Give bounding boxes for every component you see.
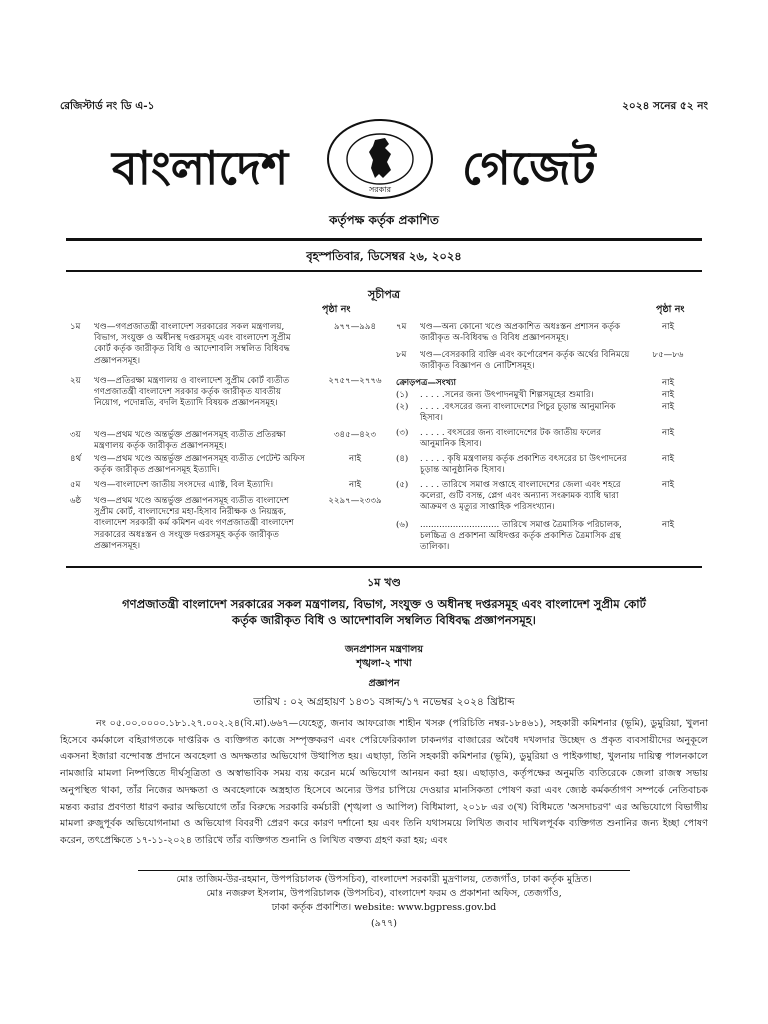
toc-right-page-5: নাই [661, 402, 675, 412]
gazette-title-left: বাংলাদেশ [112, 141, 289, 195]
toc-left-no-1: ১ম [70, 322, 81, 332]
footer-website-line: ঢাকা কর্তৃক প্রকাশিত। website: www.bgpress.gov.bd [271, 902, 497, 913]
toc-page-label-right: পৃষ্ঠা নং [656, 304, 685, 315]
toc-right-no-7: (৪) [396, 454, 409, 464]
toc-right-no-8: (৫) [396, 480, 409, 490]
toc-right-page-1: নাই [661, 322, 675, 332]
toc-right-text-9: ............................. তারিখে সমাপ্ত ত্রৈমাসিক পরিচালক, চলচ্চিত্র ও প্রকাশনা অধিদপ্তর কর্তৃক প্রকাশিত ত্রৈমাসিক গ্রন্থ তালিকা। [420, 520, 622, 553]
toc-left-page-3: ৩৪৫—৪২৩ [333, 430, 377, 440]
toc-right-text-5: . . . . .বৎসরের জন্য বাংলাদেশের পিচুর চূড়ান্ত আনুমানিক হিসাব। [420, 402, 616, 424]
toc-left-no-5: ৫ম [70, 480, 81, 490]
toc-page-label-left: পৃষ্ঠা নং [322, 304, 351, 315]
footer-printer-line: মোঃ তাজিম-উর-রহমান, উপপরিচালক (উপসচিব), বাংলাদেশ সরকারী মুদ্রণালয়, তেজগাঁও, ঢাকা কর্তৃক মুদ্রিত। [176, 874, 592, 885]
toc-right-no-4: (১) [396, 390, 409, 400]
toc-right-text-6: . . . . . বৎসরের জন্য বাংলাদেশের টক জাতীয় ফলের আনুমানিক হিসাব। [420, 428, 602, 450]
government-seal [325, 118, 435, 200]
branch-name: শৃঙ্খলা-২ শাখা [356, 658, 412, 669]
toc-left-no-4: ৪র্থ [70, 454, 82, 464]
toc-left-text-4: খণ্ড—প্রথম খণ্ডে অন্তর্ভুক্ত প্রজ্ঞাপনসমূহ ব্যতীত পেটেন্ট অফিস কর্তৃক জারীকৃত প্রজ্ঞাপনসমূহ ইত্যাদি। [94, 454, 305, 476]
toc-right-no-1: ৭ম [396, 322, 407, 332]
toc-right-text-1: খণ্ড—অন্য কোনো খণ্ডে অপ্রকাশিত অধঃস্তন প্রশাসন কর্তৃক জারীকৃত অ-বিধিবদ্ধ ও বিবিধ প্রজ্ঞাপনসমূহ। [420, 322, 621, 344]
notice-date: তারিখ : ০২ অগ্রহায়ণ ১৪৩১ বঙ্গাব্দ/১৭ নভেম্বর ২০২৪ খ্রিষ্টাব্দ [253, 696, 515, 708]
toc-right-page-8: নাই [661, 480, 675, 490]
publisher-line: কর্তৃপক্ষ কর্তৃক প্রকাশিত [329, 213, 439, 227]
toc-right-no-6: (৩) [396, 428, 409, 438]
page-number: (৯৭৭) [371, 918, 397, 929]
toc-right-no-2: ৮ম [396, 350, 407, 360]
footer-publisher-line: মোঃ নজরুল ইসলাম, উপপরিচালক (উপসচিব), বাংলাদেশ ফরম ও প্রকাশনা অফিস, তেজগাঁও, [206, 888, 562, 899]
toc-left-text-5: খণ্ড—বাংলাদেশ জাতীয় সংসদের এ্যাক্ট, বিল ইত্যাদি। [94, 480, 274, 490]
header-rule-top [66, 238, 702, 241]
toc-left-page-2: ২৭৫৭—২৭৭৬ [328, 376, 382, 386]
toc-title: সূচীপত্র [368, 288, 400, 301]
footer-rule [138, 870, 630, 871]
ministry-name: জনপ্রশাসন মন্ত্রণালয় [345, 644, 423, 655]
part-label: ১ম খণ্ড [367, 576, 401, 589]
toc-right-no-5: (২) [396, 402, 409, 412]
toc-right-text-8: . . . . তারিখে সমাপ্ত সপ্তাহে বাংলাদেশের জেলা এবং শহরে কলেরা, গুটি বসন্ত, প্লেগ এবং অন্যান্য সংক্রামক ব্যাধি দ্বারা আক্রমণ ও মৃত্যুর সাপ্তাহিক পরিসংখ্যান। [420, 480, 621, 513]
toc-left-no-6: ৬ষ্ঠ [70, 496, 82, 506]
registration-number: রেজিস্টার্ড নং ডি এ-১ [60, 100, 155, 112]
part-heading-line2: কর্তৃক জারীকৃত বিধি ও আদেশাবলি সম্বলিত বিধিবদ্ধ প্রজ্ঞাপনসমূহ। [232, 613, 536, 627]
toc-right-page-3: নাই [661, 378, 675, 388]
toc-left-text-2: খণ্ড—প্রতিরক্ষা মন্ত্রণালয় ও বাংলাদেশ সুপ্রীম কোর্ট ব্যতীত গণপ্রজাতন্ত্রী বাংলাদেশ সরকার কর্তৃক জারীকৃত যাবতীয় নিয়োগ, পদোন্নতি, বদলি ইত্যাদি বিষয়ক প্রজ্ঞাপনসমূহ। [94, 376, 290, 409]
toc-bottom-rule [66, 566, 702, 568]
part-heading-line1: গণপ্রজাতন্ত্রী বাংলাদেশ সরকারের সকল মন্ত্রণালয়, বিভাগ, সংযুক্ত ও অধীনস্থ দপ্তরসমূহ এবং বাংলাদেশ সুপ্রীম কোর্ট [122, 597, 646, 611]
toc-right-no-9: (৬) [396, 520, 409, 530]
toc-left-text-1: খণ্ড—গণপ্রজাতন্ত্রী বাংলাদেশ সরকারের সকল মন্ত্রণালয়, বিভাগ, সংযুক্ত ও অধীনস্থ দপ্তরসমূহ এবং বাংলাদেশ সুপ্রীম কোর্ট কর্তৃক জারীকৃত বিধি ও আদেশাবলি সম্বলিত বিধিবদ্ধ প্রজ্ঞাপনসমূহ। [94, 322, 291, 366]
issue-number: ২০২৪ সনের ৫২ নং [622, 100, 708, 112]
toc-left-page-1: ৯৭৭—৯৯৪ [333, 322, 377, 332]
header-rule-bottom [66, 270, 702, 272]
toc-left-page-5: নাই [348, 480, 362, 490]
publication-date: বৃহস্পতিবার, ডিসেম্বর ২৬, ২০২৪ [306, 249, 462, 263]
toc-right-page-4: নাই [661, 390, 675, 400]
toc-left-text-3: খণ্ড—প্রথম খণ্ডে অন্তর্ভুক্ত প্রজ্ঞাপনসমূহ ব্যতীত প্রতিরক্ষা মন্ত্রণালয় কর্তৃক জারীকৃত প্রজ্ঞাপনসমূহ। [94, 430, 286, 452]
toc-left-no-2: ২য় [70, 376, 81, 386]
notice-type: প্রজ্ঞাপন [368, 678, 400, 689]
toc-right-page-9: নাই [661, 520, 675, 530]
toc-right-page-6: নাই [661, 428, 675, 438]
toc-right-text-3: ক্রোড়পত্র—সংখ্যা [396, 378, 457, 388]
toc-right-page-7: নাই [661, 454, 675, 464]
toc-left-no-3: ৩য় [70, 430, 81, 440]
toc-left-page-4: নাই [348, 454, 362, 464]
gazette-title-right: গেজেট [462, 141, 596, 195]
toc-right-text-4: . . . . .সনের জন্য উৎপাদনমুখী শিল্পসমূহের শুমারি। [420, 390, 594, 400]
toc-right-text-7: . . . . . কৃষি মন্ত্রণালয় কর্তৃক প্রকাশিত বৎসরের চা উৎপাদনের চূড়ান্ত আনুষ্ঠানিক হিসাব। [420, 454, 627, 476]
toc-left-page-6: ২২৯৭—২৩৩৯ [328, 496, 382, 506]
notice-body: নং ০৫.০০.০০০০.১৮১.২৭.০০২.২৪(বি.মা).৬৬৭—যেহেতু, জনাব আফরোজ শাহীন খসরু (পরিচিতি নম্বর-১৮৪৬১), সহকারী কমিশনার (ভূমি), ডুমুরিয়া, খুলনা হিসেবে কর্মকালে বহিরাগতকে দাপ্তরিক ও ব্যক্তিগত কাজে সম্পৃক্তকরণ এবং পেরিফেরিক্যাল ঢাকনগর বাজারের অবৈধ দখলদার উচ্ছেদ ও প্রকৃত ব্যবসায়ীদের অনুকূলে একসনা ইজারা বন্দোবস্ত প্রদানে অবহেলা ও অদক্ষতার অভিযোগ উত্থাপিত হয়। এছাড়া, তিনি সহকারী কমিশনার (ভূমি), ডুমুরিয়া ও পাইকগাছা, খুলনায় দায়িত্ব পালনকালে নামজারি মামলা নিষ্পত্তিতে দীর্ঘসূত্রিতা ও অস্বাভাবিক সময় ব্যয় করেন মর্মে অভিযোগ আনয়ন করা হয়। এছাড়াও, কর্তৃপক্ষের অনুমতি ব্যতিরেকে জেলা রাজস্ব সভায় অনুপস্থিত থাকা, তাঁর নিজের অদক্ষতা ও অবহেলাকে অস্ত্রহাত হিসেবে অন্যের উপর চাপিয়ে দেওয়ার মানসিকতা পোষণ করা এবং জ্যেষ্ঠ কর্মকর্তাগণ সম্পর্কে নেতিবাচক মন্তব্য করার প্রবণতা ধারণ করার অভিযোগে তাঁর বিরুদ্ধে সরকারি কর্মচারী (শৃঙ্খলা ও আপিল) বিধিমালা, ২০১৮ এর ৩(খ) বিধিমতে 'অসদাচরণ' এর অভিযোগে বিভাগীয় মামলা রুজুপূর্বক অভিযোগনামা ও অভিযোগ বিবরণী প্রেরণ করে কারণ দর্শানো হয় এবং তিনি যথাসময়ে লিখিত জবাব দাখিলপূর্বক ব্যক্তিগত শুনানির জন্য ইচ্ছা পোষণ করেন, তৎপ্রেক্ষিতে ১৭-১১-২০২৪ তারিখে তাঁর ব্যক্তিগত শুনানি ও লিখিত বক্তব্য গ্রহণ করা হয়; এবং [60, 718, 708, 846]
seal-bottom-text: সরকার [368, 185, 392, 194]
toc-left-text-6: খণ্ড—প্রথম খণ্ডে অন্তর্ভুক্ত প্রজ্ঞাপনসমূহ ব্যতীত বাংলাদেশ সুপ্রীম কোর্ট, বাংলাদেশের মহা-হিসাব নিরীক্ষক ও নিয়ন্ত্রক, বাংলাদেশ সরকারী কর্ম কমিশন এবং গণপ্রজাতন্ত্রী বাংলাদেশ সরকারের অধঃস্তন ও সংযুক্ত দপ্তরসমূহ কর্তৃক জারীকৃত প্রজ্ঞাপনসমূহ। [94, 496, 294, 551]
toc-right-page-2: ৮৫—৮৬ [652, 350, 684, 360]
toc-right-text-2: খণ্ড—বেসরকারি ব্যক্তি এবং কর্পোরেশন কর্তৃক অর্থের বিনিময়ে জারীকৃত বিজ্ঞাপন ও নোটিশসমূহ। [420, 350, 630, 372]
